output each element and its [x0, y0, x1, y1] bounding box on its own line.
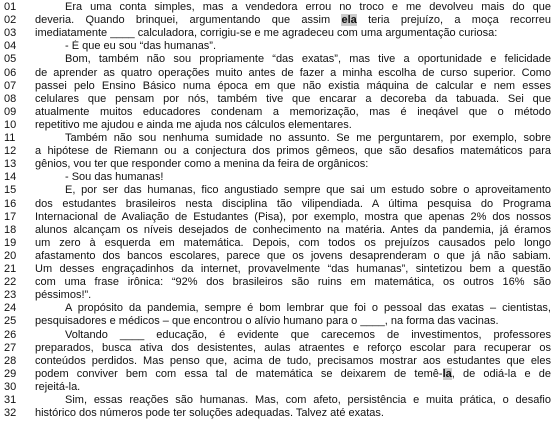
text-line	[0, 289, 556, 302]
text-segment: histórico dos números pode ter soluções adequadas. Talvez até exatas.	[35, 407, 384, 420]
text-segment: podem conviver bem com essa tal de matemática se deixarem de temê-	[35, 367, 443, 380]
text-line	[0, 106, 556, 119]
text-line	[0, 368, 556, 381]
line-number: 22	[4, 276, 17, 289]
text-line	[0, 250, 556, 263]
text-segment: passei pelo Ensino Básico numa época em que não existia máquina de calcular e nem esses	[35, 79, 551, 92]
line-number: 09	[4, 105, 17, 118]
text-line	[0, 355, 556, 368]
line-text	[35, 119, 551, 132]
text-line	[0, 67, 556, 80]
line-text	[35, 289, 551, 302]
line-number: 24	[4, 302, 17, 315]
line-number: 30	[4, 380, 17, 393]
line-text	[35, 368, 551, 381]
text-line	[0, 1, 556, 14]
line-number: 19	[4, 236, 17, 249]
text-segment: preparados, busca ativa dos desistentes, aulas atraentes e reforço escolar para recuperar os	[35, 341, 551, 354]
line-text	[35, 198, 551, 211]
text-segment: Era uma conta simples, mas a vendedora errou no troco e me devolveu mais do que	[65, 1, 551, 13]
text-segment: atualmente muitos educadores condenam a memorização, mas é ineqável que o método	[35, 105, 551, 118]
line-text	[35, 132, 551, 145]
text-segment: E, por ser das humanas, fico angustiado sempre que sai um estudo sobre o aproveitamento	[65, 184, 551, 197]
text-line	[0, 302, 556, 315]
line-text	[35, 342, 551, 355]
text-line	[0, 315, 556, 328]
line-number: 20	[4, 249, 17, 262]
text-segment: a hipótese de Riemann ou a conjectura dos primos gêmeos, que são desafios matemáticos para	[35, 145, 551, 158]
line-number: 25	[4, 315, 17, 328]
text-segment: Sim, essas reações são humanas. Mas, com afeto, persistência e muita prática, o desafio	[65, 394, 551, 406]
line-text	[35, 381, 551, 394]
text-line	[0, 145, 556, 158]
line-number: 03	[4, 27, 17, 40]
line-number: 26	[4, 328, 17, 341]
line-text	[35, 329, 551, 342]
text-line	[0, 80, 556, 93]
text-segment: Voltando ____ educação, é evidente que carecemos de investimentos, professores	[65, 328, 551, 341]
line-number: 11	[4, 132, 16, 144]
text-segment: deveria. Quando brinquei, argumentando que assim	[35, 14, 342, 27]
text-line	[0, 342, 556, 355]
text-segment: - É que eu sou “das humanas”.	[65, 40, 217, 53]
text-line	[0, 263, 556, 276]
line-number: 10	[4, 118, 17, 131]
line-text	[35, 67, 551, 80]
line-text	[35, 211, 551, 224]
text-segment: imediatamente ____ calculadora, corrigiu-se e me agradeceu com uma argumentação curiosa:	[35, 27, 498, 40]
text-line	[0, 184, 556, 197]
text-segment: um zero à esquerda em matemática. Depois, com todos os prejuízos causados pelo longo	[35, 236, 551, 249]
text-segment: com uma frase irônica: “92% dos brasileiros são ruins em matemática, os outros 16% são	[35, 276, 551, 289]
text-segment: repetitivo me ajudou e ainda me ajuda nos cálculos elementares.	[35, 118, 352, 131]
line-number: 01	[4, 1, 17, 13]
line-number: 32	[4, 407, 17, 420]
line-text	[35, 184, 551, 197]
line-text	[35, 93, 551, 106]
line-text	[35, 302, 551, 315]
text-line	[0, 119, 556, 132]
text-segment: Internacional de Avaliação de Estudantes (Pisa), por exemplo, mostra que apenas 2% dos nossos	[35, 210, 551, 223]
text-line	[0, 171, 556, 184]
line-number: 04	[4, 40, 17, 53]
text-segment: teria prejuízo, a moça recorreu	[356, 14, 551, 27]
text-line	[0, 93, 556, 106]
line-number: 29	[4, 367, 17, 380]
line-text	[35, 40, 551, 53]
text-line	[0, 132, 556, 145]
text-segment: dos estudantes brasileiros nesta disciplina tão vilipendiada. A última pesquisa do Programa	[35, 197, 551, 210]
line-text	[35, 224, 551, 237]
text-line	[0, 407, 556, 420]
line-text	[35, 237, 551, 250]
line-number: 12	[4, 145, 17, 158]
text-line	[0, 394, 556, 407]
highlighted-word: la	[442, 367, 452, 380]
line-text	[35, 27, 551, 40]
text-line	[0, 14, 556, 27]
line-number: 23	[4, 289, 17, 302]
text-line	[0, 158, 556, 171]
text-line	[0, 237, 556, 250]
highlighted-word: ela	[341, 14, 357, 27]
line-text	[35, 276, 551, 289]
text-line	[0, 53, 556, 66]
text-segment: - Sou das humanas!	[65, 171, 164, 184]
text-segment: péssimos!”.	[35, 289, 92, 302]
text-line	[0, 40, 556, 53]
line-number: 31	[4, 394, 17, 406]
line-text	[35, 80, 551, 93]
line-number: 28	[4, 354, 17, 367]
text-segment: celulares que pensam por nós, também tive que encarar a decoreba da tabuada. Sei que	[35, 92, 551, 105]
text-segment: rejeitá-la.	[35, 380, 81, 393]
line-text	[35, 14, 551, 27]
text-segment: gênios, vou ter que responder como a menina da feira de orgânicos:	[35, 158, 369, 171]
text-segment: A propósito da pandemia, sempre é bom lembrar que foi o pessoal das exatas – cientistas,	[65, 302, 551, 315]
line-text	[35, 1, 551, 14]
text-line	[0, 224, 556, 237]
line-text	[35, 158, 551, 171]
line-text	[35, 250, 551, 263]
line-number: 17	[4, 210, 17, 223]
text-segment: pesquisadores e médicos – que encontrou o alívio humano para o ____, na forma das vacinas.	[35, 315, 499, 328]
line-number: 18	[4, 223, 17, 236]
line-text	[35, 106, 551, 119]
text-segment: Também não sou nenhuma sumidade no assunto. Se me perguntarem, por exemplo, sobre	[65, 132, 551, 144]
line-text	[35, 407, 551, 420]
line-number: 13	[4, 158, 17, 171]
text-line	[0, 276, 556, 289]
line-text	[35, 263, 551, 276]
line-text	[35, 171, 551, 184]
text-segment: Bom, também não sou propriamente “das exatas”, mas tive a oportunidade e felicidade	[65, 53, 551, 66]
line-number: 05	[4, 53, 17, 66]
text-segment: conteúdos perdidos. Mas penso que, acima de tudo, precisamos mostrar aos estudantes que eles	[35, 354, 551, 367]
line-text	[35, 145, 551, 158]
text-segment: de aprender as quatro operações muito antes de fazer a minha escolha de curso superior. Como	[35, 66, 551, 79]
text-line	[0, 198, 556, 211]
text-line	[0, 381, 556, 394]
line-number: 27	[4, 341, 17, 354]
text-line	[0, 329, 556, 342]
line-number: 14	[4, 171, 17, 184]
line-number: 02	[4, 14, 17, 27]
line-text	[35, 394, 551, 407]
line-number: 16	[4, 197, 17, 210]
line-number: 08	[4, 92, 17, 105]
text-segment: afastamento dos bancos escolares, parece que os jovens desaprenderam o que já não sabiam.	[35, 249, 551, 262]
line-number: 15	[4, 184, 17, 197]
text-line	[0, 211, 556, 224]
line-number: 21	[4, 263, 17, 275]
line-text	[35, 315, 551, 328]
line-text	[35, 53, 551, 66]
line-text	[35, 355, 551, 368]
text-segment: Um desses engraçadinhos da internet, provavelmente “das humanas”, sintetizou bem a questão	[35, 263, 551, 275]
line-number: 07	[4, 79, 17, 92]
line-number: 06	[4, 66, 17, 79]
text-line	[0, 27, 556, 40]
text-segment: alunos alcançam os níveis desejados de conhecimento na matéria. Antes da pandemia, já éramos	[35, 223, 551, 236]
text-segment: , de odiá-la e de	[451, 367, 551, 380]
